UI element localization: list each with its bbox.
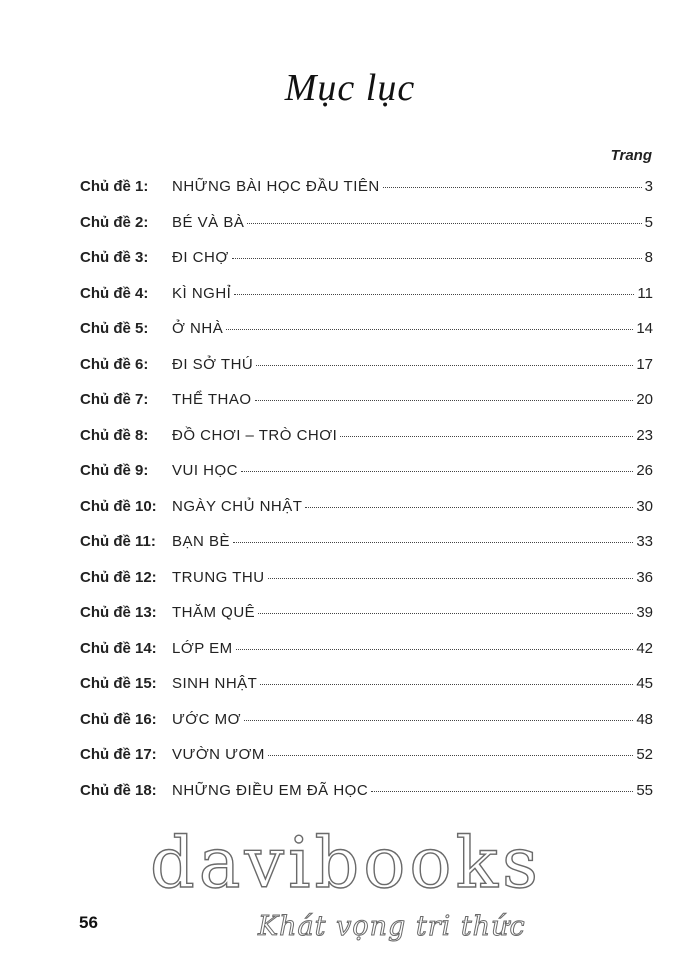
dot-leader xyxy=(305,507,633,508)
dot-leader xyxy=(258,613,633,614)
watermark-slogan: Khát vọng tri thức xyxy=(258,911,526,942)
entry-title: ĐI SỞ THÚ xyxy=(172,355,254,373)
toc-entry[interactable] xyxy=(80,178,653,214)
entry-title: TRUNG THU xyxy=(172,568,265,586)
entry-label: Chủ đề 9: xyxy=(80,462,149,479)
toc-title: Mục lục xyxy=(284,67,416,109)
dot-leader xyxy=(226,329,633,330)
entry-label: Chủ đề 2: xyxy=(80,213,149,231)
watermark-brand: davibooks xyxy=(150,822,542,904)
entry-page: 33 xyxy=(636,533,653,550)
toc-entry[interactable] xyxy=(80,214,653,250)
toc-entry[interactable] xyxy=(80,320,653,356)
dot-leader xyxy=(371,791,633,792)
entry-title: NHỮNG ĐIỀU EM ĐÃ HỌC xyxy=(172,781,369,799)
toc-entry[interactable] xyxy=(80,285,653,321)
entry-page: 48 xyxy=(636,710,653,728)
entry-page: 36 xyxy=(636,568,653,586)
toc-entry[interactable] xyxy=(80,427,653,463)
entry-title: ĐỒ CHƠI – TRÒ CHƠI xyxy=(172,426,338,444)
entry-label: Chủ đề 6: xyxy=(80,355,149,373)
dot-leader xyxy=(383,187,642,188)
dot-leader xyxy=(340,436,633,437)
entry-label: Chủ đề 17: xyxy=(80,746,157,763)
entry-label: Chủ đề 16: xyxy=(80,710,157,728)
entry-label: Chủ đề 15: xyxy=(80,675,157,692)
entry-page: 17 xyxy=(636,355,653,373)
page-column-label: Trang xyxy=(610,147,652,164)
entry-page: 30 xyxy=(636,497,653,515)
dot-leader xyxy=(241,471,633,472)
entry-page: 14 xyxy=(636,320,653,337)
toc-entry[interactable] xyxy=(80,746,653,782)
entry-label: Chủ đề 3: xyxy=(80,249,149,266)
entry-title: ƯỚC MƠ xyxy=(172,710,242,728)
table-of-contents xyxy=(80,178,653,817)
entry-page: 5 xyxy=(644,213,653,231)
entry-label: Chủ đề 4: xyxy=(80,284,149,302)
toc-entry[interactable] xyxy=(80,356,653,392)
entry-label: Chủ đề 13: xyxy=(80,604,157,621)
entry-page: 39 xyxy=(636,604,653,621)
entry-page: 26 xyxy=(636,462,653,479)
dot-leader xyxy=(260,684,633,685)
toc-entry[interactable] xyxy=(80,782,653,818)
entry-title: NHỮNG BÀI HỌC ĐẦU TIÊN xyxy=(172,178,380,195)
entry-label: Chủ đề 14: xyxy=(80,639,157,657)
entry-title: BÉ VÀ BÀ xyxy=(172,213,245,231)
dot-leader xyxy=(247,223,641,224)
page-number: 56 xyxy=(79,913,98,932)
dot-leader xyxy=(256,365,633,366)
dot-leader xyxy=(236,649,634,650)
dot-leader xyxy=(268,755,633,756)
dot-leader xyxy=(268,578,634,579)
dot-leader xyxy=(244,720,633,721)
entry-page: 8 xyxy=(644,249,653,266)
toc-entry[interactable] xyxy=(80,249,653,285)
entry-title: Ở NHÀ xyxy=(172,320,224,337)
dot-leader xyxy=(232,258,642,259)
entry-label: Chủ đề 10: xyxy=(80,497,157,515)
entry-title: NGÀY CHỦ NHẬT xyxy=(172,497,303,515)
dot-leader xyxy=(234,294,634,295)
dot-leader xyxy=(255,400,634,401)
entry-title: ĐI CHỢ xyxy=(172,249,229,266)
toc-entry[interactable] xyxy=(80,711,653,747)
entry-title: THĂM QUÊ xyxy=(172,604,256,621)
entry-title: VUI HỌC xyxy=(172,462,239,479)
entry-page: 42 xyxy=(636,639,653,657)
entry-label: Chủ đề 18: xyxy=(80,781,157,799)
entry-label: Chủ đề 12: xyxy=(80,568,157,586)
entry-title: BẠN BÈ xyxy=(172,533,231,550)
entry-title: KÌ NGHỈ xyxy=(172,284,232,302)
toc-entry[interactable] xyxy=(80,391,653,427)
entry-label: Chủ đề 7: xyxy=(80,391,149,408)
entry-page: 20 xyxy=(636,391,653,408)
entry-page: 11 xyxy=(637,284,653,302)
entry-title: VƯỜN ƯƠM xyxy=(172,746,265,763)
entry-page: 55 xyxy=(636,781,653,799)
entry-page: 52 xyxy=(636,746,653,763)
entry-label: Chủ đề 11: xyxy=(80,533,156,550)
entry-title: SINH NHẬT xyxy=(172,675,258,692)
entry-page: 45 xyxy=(636,675,653,692)
toc-entry[interactable] xyxy=(80,604,653,640)
entry-title: THỂ THAO xyxy=(172,391,252,408)
entry-label: Chủ đề 8: xyxy=(80,426,149,444)
entry-label: Chủ đề 1: xyxy=(80,178,149,195)
toc-entry[interactable] xyxy=(80,640,653,676)
toc-entry[interactable] xyxy=(80,675,653,711)
entry-label: Chủ đề 5: xyxy=(80,320,149,337)
toc-entry[interactable] xyxy=(80,498,653,534)
entry-page: 23 xyxy=(636,426,653,444)
toc-entry[interactable] xyxy=(80,569,653,605)
dot-leader xyxy=(233,542,633,543)
entry-title: LỚP EM xyxy=(172,639,233,657)
entry-page: 3 xyxy=(644,178,653,195)
toc-entry[interactable] xyxy=(80,462,653,498)
toc-entry[interactable] xyxy=(80,533,653,569)
